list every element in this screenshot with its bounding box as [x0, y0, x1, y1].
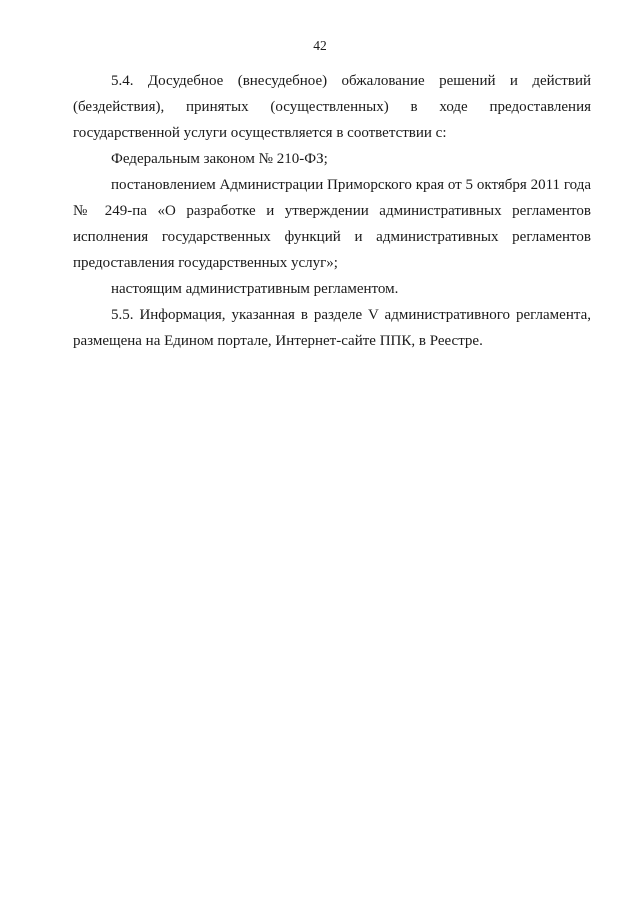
paragraph-federal-law: Федеральным законом № 210-ФЗ; — [111, 151, 328, 167]
paragraph-this-regulation: настоящим административным регламентом. — [111, 281, 399, 297]
document-body — [73, 68, 591, 354]
paragraph-5-5: 5.5. Информация, указанная в разделе V административного регламента, размещена на Едином портале, Интернет-сайте ППК, в Реестре. — [73, 307, 591, 349]
page-number: 42 — [313, 38, 327, 53]
paragraph-resolution: постановлением Администрации Приморского края от 5 октября 2011 года № 249-па «О разработке и утверждении административных регламентов исполнения государственных функций и административных регламентов предоставления государственных услуг»; — [73, 177, 591, 271]
paragraph-5-4: 5.4. Досудебное (внесудебное) обжалование решений и действий (бездействия), принятых (осуществленных) в ходе предоставления государственной услуги осуществляется в соответствии с: — [73, 73, 591, 141]
